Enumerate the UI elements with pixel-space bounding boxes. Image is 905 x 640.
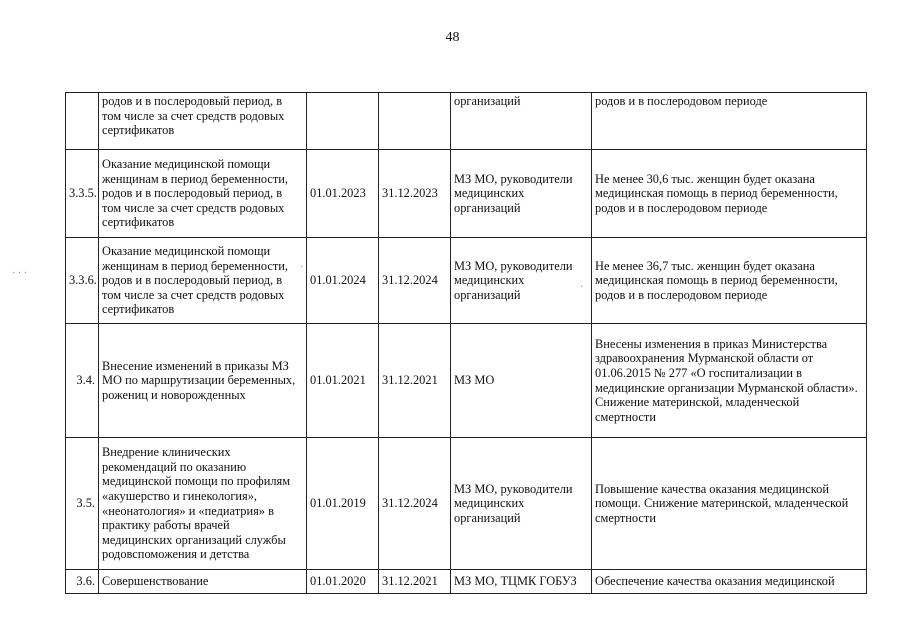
responsible: МЗ МО, ТЦМК ГОБУЗ [451, 570, 592, 594]
start-date: 01.01.2023 [307, 150, 379, 238]
expected-result: родов и в послеродовом периоде [592, 93, 867, 150]
activity-name: Оказание медицинской помощи женщинам в период беременности, родов и в послеродовый период, в том числе за счет средств родовых сертификатов [99, 238, 307, 324]
row-number: 3.4. [66, 324, 99, 438]
start-date: 01.01.2019 [307, 438, 379, 570]
end-date: 31.12.2023 [379, 150, 451, 238]
plan-table [65, 92, 867, 594]
expected-result: Обеспечение качества оказания медицинской [592, 570, 867, 594]
activity-name: Внедрение клинических рекомендаций по оказанию медицинской помощи по профилям «акушерство и гинекология», «неонатология» и «педиатрия» в практику работы врачей медицинских организаций службы родовспоможения и детства [99, 438, 307, 570]
expected-result: Не менее 30,6 тыс. женщин будет оказана медицинская помощь в период беременности, родов и в послеродовом периоде [592, 150, 867, 238]
responsible: организаций [451, 93, 592, 150]
table-row [66, 93, 867, 150]
scan-speck: · [300, 262, 304, 273]
row-number: 3.3.5. [66, 150, 99, 238]
table-row [66, 570, 867, 594]
start-date: 01.01.2024 [307, 238, 379, 324]
responsible: МЗ МО [451, 324, 592, 438]
end-date: 31.12.2021 [379, 324, 451, 438]
start-date [307, 93, 379, 150]
row-number: 3.5. [66, 438, 99, 570]
activity-name: Оказание медицинской помощи женщинам в период беременности, родов и в послеродовый период, в том числе за счет средств родовых сертификатов [99, 150, 307, 238]
activity-name: родов и в послеродовый период, в том числе за счет средств родовых сертификатов [99, 93, 307, 150]
expected-result: Повышение качества оказания медицинской помощи. Снижение материнской, младенческой смертности [592, 438, 867, 570]
end-date [379, 93, 451, 150]
activity-name: Внесение изменений в приказы МЗ МО по маршрутизации беременных, рожениц и новорожденных [99, 324, 307, 438]
table-row [66, 150, 867, 238]
responsible: МЗ МО, руководители медицинских организаций [451, 150, 592, 238]
activity-name: Совершенствование [99, 570, 307, 594]
start-date: 01.01.2021 [307, 324, 379, 438]
scan-speck: · [580, 282, 584, 293]
responsible: МЗ МО, руководители медицинских организаций [451, 238, 592, 324]
row-number: 3.3.6. [66, 238, 99, 324]
table-row [66, 324, 867, 438]
row-number: 3.6. [66, 570, 99, 594]
end-date: 31.12.2024 [379, 238, 451, 324]
expected-result: Не менее 36,7 тыс. женщин будет оказана медицинская помощь в период беременности, родов и в послеродовом периоде [592, 238, 867, 324]
scan-speck: · · · [12, 268, 27, 279]
end-date: 31.12.2024 [379, 438, 451, 570]
table-row [66, 238, 867, 324]
table-row [66, 438, 867, 570]
expected-result: Внесены изменения в приказ Министерства здравоохранения Мурманской области от 01.06.2015 № 277 «О госпитализации в медицинские организации Мурманской области». Снижение материнской, младенческой смертности [592, 324, 867, 438]
row-number [66, 93, 99, 150]
page-number: 48 [445, 30, 460, 45]
end-date: 31.12.2021 [379, 570, 451, 594]
start-date: 01.01.2020 [307, 570, 379, 594]
responsible: МЗ МО, руководители медицинских организаций [451, 438, 592, 570]
